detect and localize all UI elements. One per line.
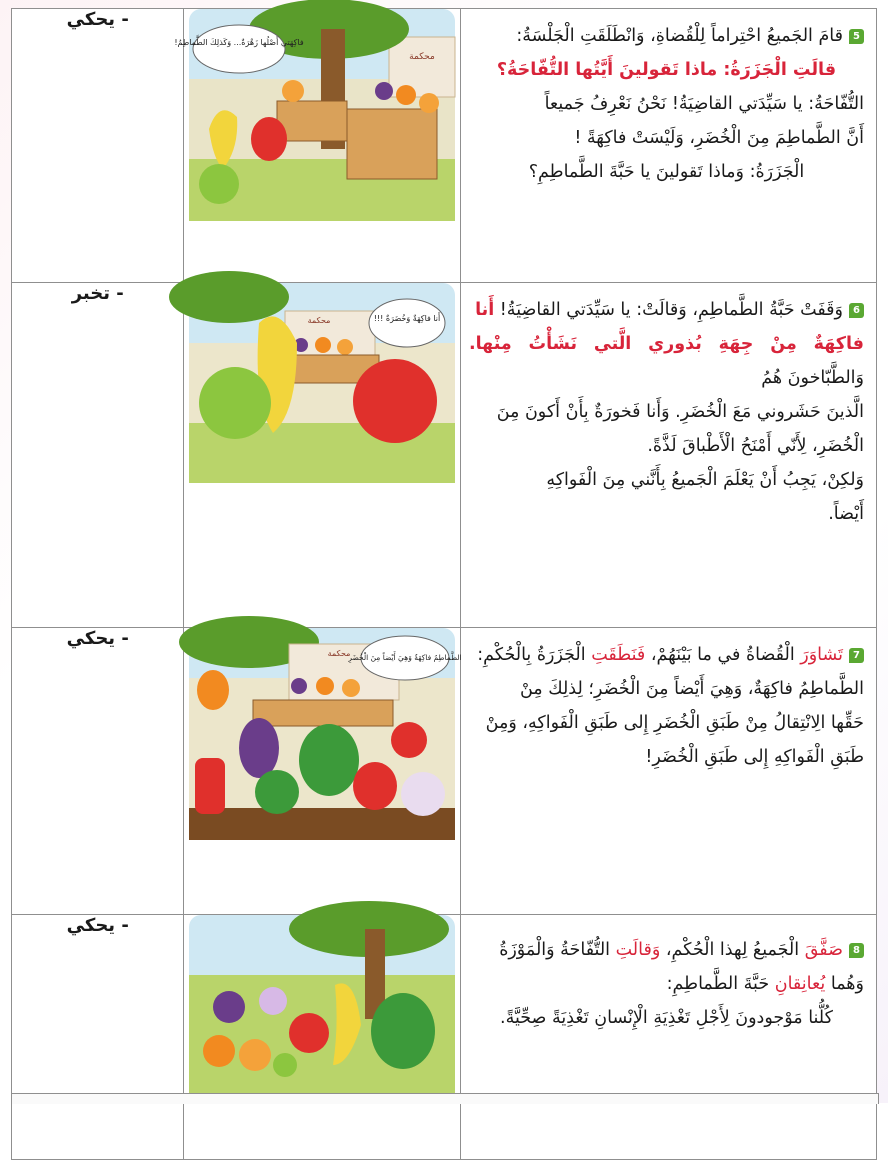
speech-bubble-text: أَنا فاكِهَةٌ وَخُضَرَةٌ !!! bbox=[373, 314, 441, 323]
text-line: الْخُضَرِ، لِأَنّي أَمْنَحُ الْأَطْباقَ لَذَّةً. bbox=[647, 436, 864, 456]
text-cell-7 bbox=[460, 628, 876, 915]
paragraph-number-7: 7 bbox=[849, 648, 864, 663]
text-line: الطَّماطِمُ فاكِهَةٌ، وَهِيَ أَيْضاً مِنَ الْخُضَرِ؛ لِذلِكَ مِنْ bbox=[519, 679, 864, 699]
text-line: طَبَقِ الْفَواكِهِ إِلى طَبَقِ الْخُضَرِ! bbox=[645, 747, 864, 767]
text-line: وَلكِنْ، يَجِبُ أَنْ يَعْلَمَ الْجَميعُ بِأَنَّني مِنَ الْفَواكِهِ bbox=[546, 470, 864, 490]
text-line: الْقُضاةُ في ما بَيْنَهُمْ، bbox=[650, 645, 795, 665]
court-sign: محكمة bbox=[409, 52, 436, 62]
text-line: الَّذينَ حَشَروني مَعَ الْخُضَرِ. وَأَنا فَخورَةٌ بِأَنْ أَكونَ مِنَ bbox=[496, 402, 864, 422]
text-highlight: يُعانِقانِ bbox=[774, 974, 826, 994]
text-cell-5 bbox=[460, 9, 876, 283]
verdict-illustration bbox=[189, 628, 462, 840]
text-line: وَقَفَتْ حَبَّةُ الطَّماطِمِ، وَقالَتْ: يا سَيِّدَتي القاضِيَةُ! bbox=[499, 300, 843, 320]
row-label: - يحكي bbox=[66, 915, 129, 936]
row-label: - يحكي bbox=[66, 628, 129, 649]
text-line: حَقِّها الِانْتِقالُ مِنْ طَبَقِ الْخُضَرِ إِلى طَبَقِ الْفَواكِهِ، وَمِنْ bbox=[485, 713, 864, 733]
text-line: الْجَزَرَةُ: وَماذا تَقولينَ يا حَبَّةَ الطَّماطِمِ؟ bbox=[528, 162, 805, 182]
speech-bubble-text: فاكِهَتي أَصْلُها زَهْرَةٌ... وَكَذلِكَ الطَّماطِمُ! bbox=[174, 38, 304, 47]
text-line: التُّفّاحَةُ: يا سَيِّدَتي القاضِيَةُ! نَحْنُ نَعْرِفُ جَميعاً bbox=[544, 94, 864, 114]
story-row-6 bbox=[12, 283, 877, 628]
text-line: قامَ الجَميعُ احْتِراماً لِلْقُضاةِ، وَانْطَلَقَتِ الْجَلْسَةُ: bbox=[516, 26, 843, 46]
illustration-cell-5 bbox=[174, 9, 460, 283]
text-highlight: تَشاوَرَ bbox=[800, 645, 843, 665]
speech-bubble-text: الطَّماطِمُ فاكِهَةٌ وَهِيَ أَيْضاً مِنَ الْخُضَرِ bbox=[348, 653, 462, 662]
text-highlight: أَنا bbox=[475, 300, 495, 320]
text-highlight: فاكِهَةٌ مِنْ جِهَةِ بُذوري الَّتي نَشَأْتُ مِنْها. bbox=[468, 334, 864, 354]
text-line-highlight: قالَتِ الْجَزَرَةُ: ماذا تَقولينَ أَيَّتُها التُّفّاحَةُ؟ bbox=[496, 60, 837, 80]
text-line: أَيْضاً. bbox=[828, 504, 864, 524]
paragraph-number-6: 6 bbox=[849, 303, 864, 318]
text-cell-6 bbox=[460, 283, 876, 628]
label-cell-6 bbox=[12, 283, 184, 628]
text-line: التُّفّاحَةُ وَالْمَوْزَةُ bbox=[499, 940, 611, 960]
text-line: الْجَميعُ لِهذا الْحُكْمِ، bbox=[665, 940, 800, 960]
story-row-5 bbox=[12, 9, 877, 283]
paragraph-number-5: 5 bbox=[849, 29, 864, 44]
tomato-speaking-illustration bbox=[189, 283, 455, 483]
text-highlight: وَقالَتِ bbox=[615, 940, 661, 960]
row-label: - يحكي bbox=[66, 9, 129, 30]
courtroom-illustration bbox=[174, 9, 455, 221]
text-line: الْجَزَرَةُ بِالْحُكْمِ: bbox=[477, 645, 586, 665]
illustration-cell-7 bbox=[184, 628, 460, 915]
story-row-7 bbox=[12, 628, 877, 915]
illustration-cell-6 bbox=[184, 283, 460, 628]
story-table bbox=[11, 8, 877, 1160]
next-row-edge bbox=[11, 1093, 879, 1104]
text-line: أَنَّ الطَّماطِمَ مِنَ الْخُضَرِ، وَلَيْسَتْ فاكِهَةً ! bbox=[574, 128, 864, 148]
text-highlight: فَنَطَقَتِ bbox=[591, 645, 646, 665]
text-highlight: صَفَّقَ bbox=[804, 940, 843, 960]
label-cell-5 bbox=[12, 9, 184, 283]
story-row-8 bbox=[12, 915, 877, 1160]
paragraph-number-8: 8 bbox=[849, 943, 864, 958]
court-sign: محكمة bbox=[307, 316, 331, 325]
celebration-illustration bbox=[189, 915, 455, 1093]
text-line: حَبَّةَ الطَّماطِمِ: bbox=[666, 974, 770, 994]
label-cell-7 bbox=[12, 628, 184, 915]
label-cell-8 bbox=[12, 915, 184, 1160]
text-line: وَهُما bbox=[830, 974, 864, 994]
text-line: كُلُّنا مَوْجودونَ لِأَجْلِ تَغْذِيَةِ الْإِنْسانِ تَغْذِيَةً صِحِّيَّةً. bbox=[500, 1008, 833, 1028]
text-cell-8 bbox=[460, 915, 876, 1160]
row-label: - تخبر bbox=[71, 283, 124, 304]
court-sign: محكمة bbox=[327, 649, 351, 658]
illustration-cell-8 bbox=[184, 915, 460, 1160]
text-line: وَالطَّبّاخونَ هُمُ bbox=[761, 368, 864, 388]
